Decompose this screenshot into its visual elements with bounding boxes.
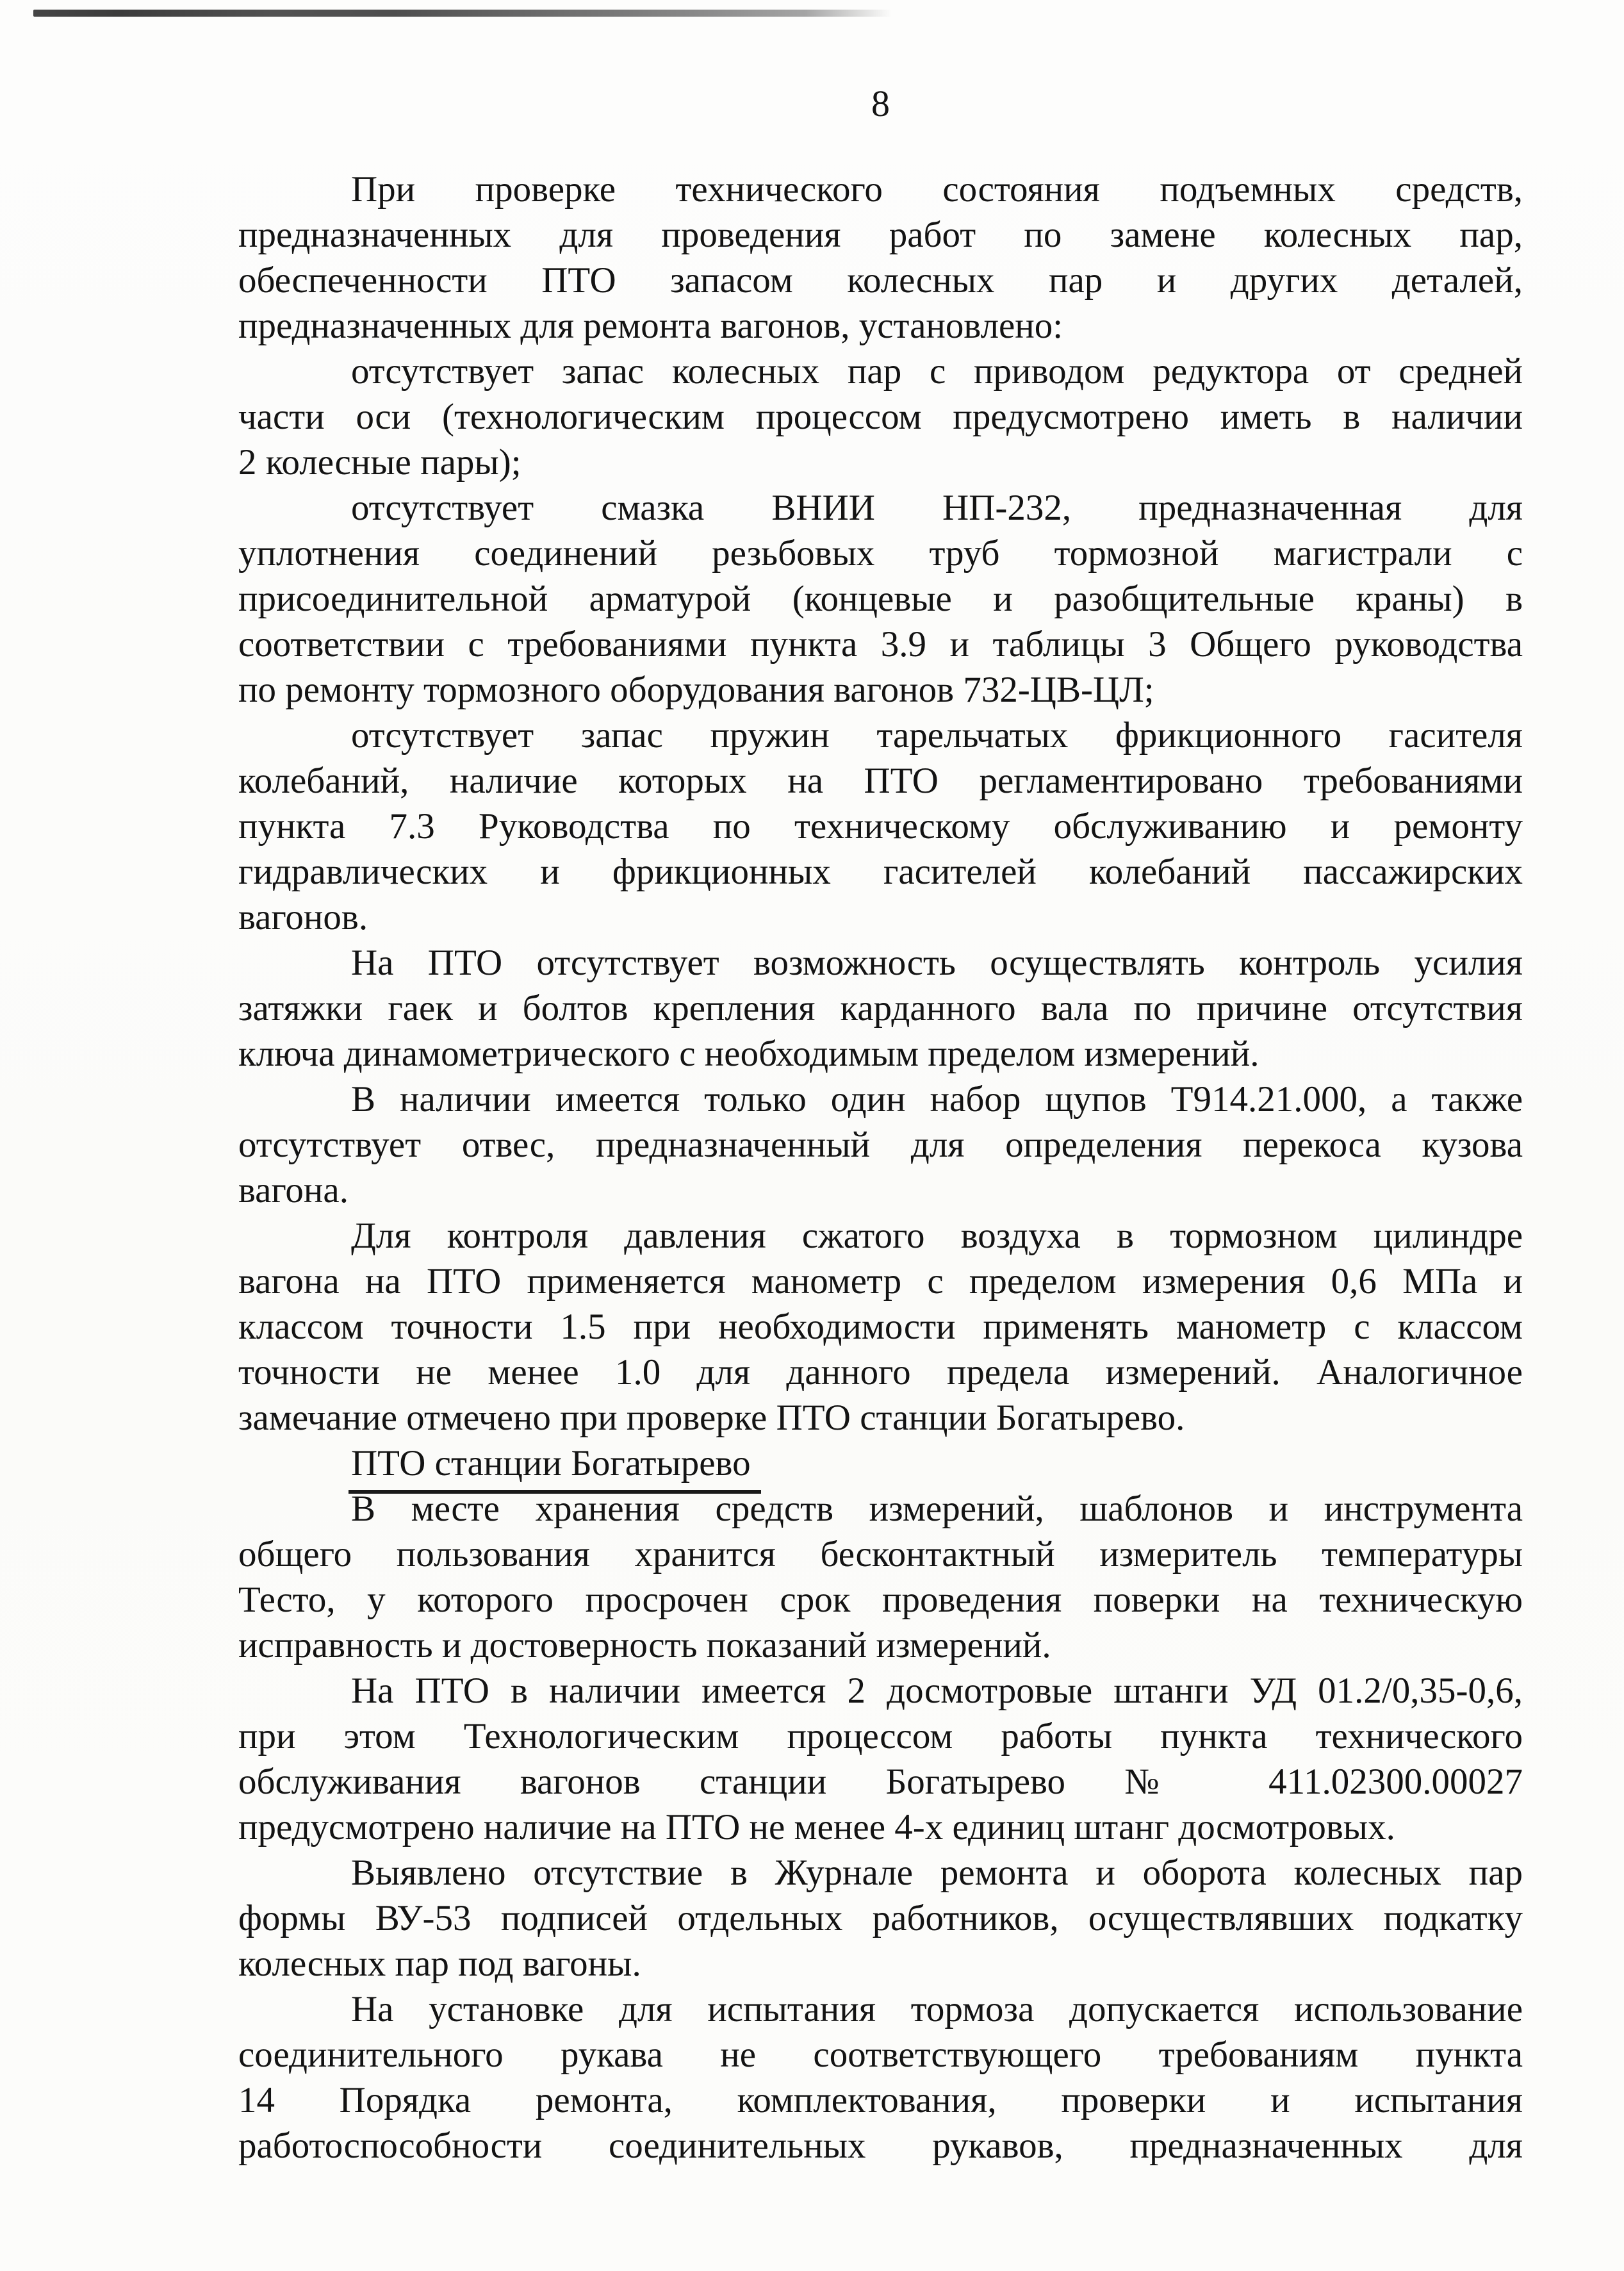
text-line: предназначенных для проведения работ по замене колесных пар, [238,215,1523,255]
text-line: При проверке технического состояния подъемных средств, [351,169,1523,210]
text-line: вагона. [238,1170,349,1210]
text-line: Выявлено отсутствие в Журнале ремонта и оборота колесных пар [351,1853,1523,1893]
text-line: при этом Технологическим процессом работы пункта технического [238,1716,1523,1756]
paragraph [238,485,1523,713]
paragraph [238,167,1523,349]
document-body [238,167,1523,2168]
text-line: 14 Порядка ремонта, комплектования, проверки и испытания [238,2080,1523,2120]
text-line: На ПТО в наличии имеется 2 досмотровые штанги УД 01.2/0,35-0,6, [351,1671,1523,1711]
text-line: Для контроля давления сжатого воздуха в тормозном цилиндре [351,1216,1523,1256]
text-line: формы ВУ-53 подписей отдельных работников, осуществлявших подкатку [238,1898,1523,1938]
section-heading [238,1441,1523,1486]
paragraph [238,1213,1523,1441]
text-line: 2 колесные пары); [238,442,521,483]
text-line: отсутствует запас пружин тарельчатых фрикционного гасителя [351,715,1523,756]
text-line: вагонов. [238,897,368,937]
paragraph [238,940,1523,1077]
text-line: присоединительной арматурой (концевые и разобщительные краны) в [238,579,1523,619]
page-number: 8 [871,83,890,124]
text-line: обеспеченности ПТО запасом колесных пар и других деталей, [238,260,1523,301]
text-line: отсутствует запас колесных пар с приводом редуктора от средней [351,351,1523,392]
text-line: общего пользования хранится бесконтактный измеритель температуры [238,1534,1523,1574]
text-line: точности не менее 1.0 для данного предела измерений. Аналогичное [238,1352,1523,1392]
text-line: колесных пар под вагоны. [238,1944,641,1984]
text-line: части оси (технологическим процессом предусмотрено иметь в наличии [238,397,1523,437]
text-line: пункта 7.3 Руководства по техническому обслуживанию и ремонту [238,806,1523,846]
heading-line [238,1441,1523,1486]
text-line: соответствии с требованиями пункта 3.9 и таблицы 3 Общего руководства [238,624,1523,665]
text-line: отсутствует отвес, предназначенный для определения перекоса кузова [238,1125,1523,1165]
text-line: классом точности 1.5 при необходимости применять манометр с классом [238,1307,1523,1347]
text-line: работоспособности соединительных рукавов, предназначенных для [238,2126,1523,2166]
paragraph [238,1668,1523,1850]
text-line: ключа динамометрического с необходимым пределом измерений. [238,1034,1259,1074]
text-line: исправность и достоверность показаний измерений. [238,1625,1051,1665]
text-line: На ПТО отсутствует возможность осуществлять контроль усилия [351,943,1523,983]
paragraph [238,349,1523,485]
text-line: вагона на ПТО применяется манометр с пределом измерения 0,6 МПа и [238,1261,1523,1301]
text-line: замечание отмечено при проверке ПТО станции Богатырево. [238,1398,1185,1438]
text-line: предусмотрено наличие на ПТО не менее 4-х единиц штанг досмотровых. [238,1807,1395,1847]
text-line: по ремонту тормозного оборудования вагонов 732-ЦВ-ЦЛ; [238,670,1154,710]
text-line: колебаний, наличие которых на ПТО регламентировано требованиями [238,761,1523,801]
text-line: затяжки гаек и болтов крепления карданного вала по причине отсутствия [238,988,1523,1028]
paragraph [238,713,1523,940]
text-line: гидравлических и фрикционных гасителей колебаний пассажирских [238,852,1523,892]
text-line: отсутствует смазка ВНИИ НП-232, предназначенная для [351,488,1523,528]
text-line: В месте хранения средств измерений, шаблонов и инструмента [351,1489,1523,1529]
text-line: В наличии имеется только один набор щупов Т914.21.000, а также [351,1079,1523,1119]
paragraph [238,1077,1523,1213]
underlined-heading-text: ПТО станции Богатырево [349,1441,761,1494]
paragraph [238,1486,1523,1668]
text-line: обслуживания вагонов станции Богатырево № 411.02300.00027 [238,1762,1523,1802]
text-line: уплотнения соединений резьбовых труб тормозной магистрали с [238,533,1523,574]
text-line: соединительного рукава не соответствующего требованиям пункта [238,2035,1523,2075]
text-line: Тесто, у которого просрочен срок проведения поверки на техническую [238,1580,1523,1620]
text-line: На установке для испытания тормоза допускается использование [351,1989,1523,2029]
scan-artifact-line [33,10,892,17]
text-line: предназначенных для ремонта вагонов, установлено: [238,306,1063,346]
paragraph [238,1986,1523,2168]
paragraph [238,1850,1523,1986]
